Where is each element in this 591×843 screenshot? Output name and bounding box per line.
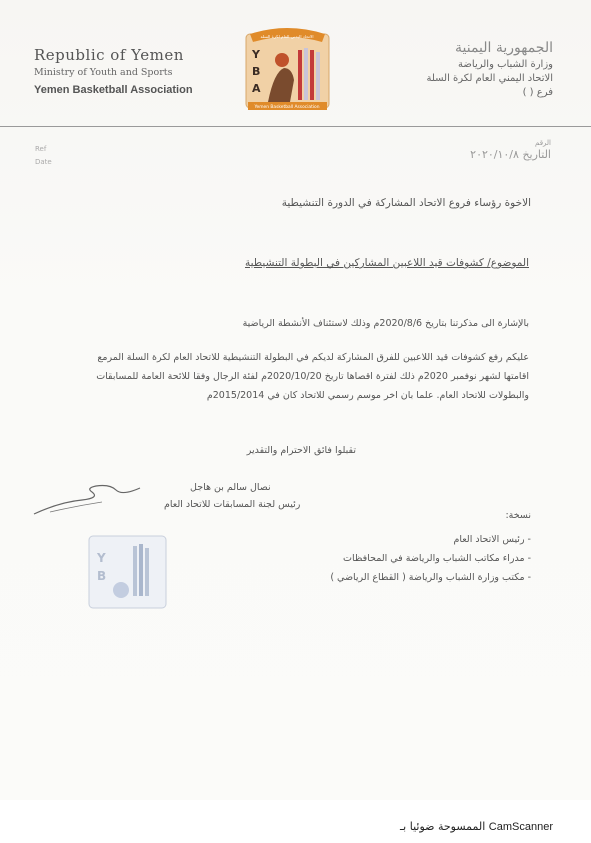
logo-letter-b: B (252, 65, 261, 78)
ministry-title: Ministry of Youth and Sports (34, 67, 173, 78)
ar-ministry-title: وزارة الشباب والرياضة (458, 59, 553, 70)
copy-item: - رئيس الاتحاد العام (453, 534, 531, 545)
header-divider (0, 126, 591, 127)
header-arabic (353, 40, 553, 98)
republic-title: Republic of Yemen (34, 46, 184, 64)
ar-republic-title: الجمهورية اليمنية (454, 40, 553, 56)
closing-line: تقبلوا فائق الاحترام والتقدير (246, 445, 356, 456)
copy-item: - مكتب وزارة الشباب والرياضة ( القطاع الرياضي ) (330, 572, 531, 583)
signatory-name: نصال سالم بن هاجل (190, 482, 271, 493)
ar-number-label: الرقم (535, 139, 551, 147)
ref-date-block (35, 143, 52, 169)
svg-text:B: B (97, 569, 107, 583)
signatory-title: رئيس لجنة المسابقات للاتحاد العام (164, 499, 301, 510)
logo-letter-y: Y (252, 48, 260, 61)
logo-banner-text: الاتحاد اليمني العام لكرة السلة (260, 34, 314, 39)
handwritten-signature (30, 470, 150, 520)
logo-caption: Yemen Basketball Association (254, 105, 320, 110)
svg-text:Y: Y (97, 551, 106, 565)
header-english (34, 46, 214, 96)
official-stamp (85, 532, 170, 612)
ref-label: Ref (35, 145, 47, 153)
paragraph-reference: بالإشارة الى مذكرتنا بتاريخ 2020/8/6م وذلك لاستئناف الأنشطة الرياضية (242, 318, 529, 329)
ar-date-label: التاريخ (522, 148, 551, 161)
logo-letter-a: A (252, 82, 261, 95)
paragraph-instructions: عليكم رفع كشوفات قيد اللاعبين للفرق المشاركة لديكم في البطولة التنشيطية للاتحاد العام لكرة السلة المرمع اقامتها لشهر نوفمبر 2020م ذلك لفترة اقصاها تاريخ 2020/10/20م لفئة الرجال وفقا للائحة العامة للمسابقات والبطولات للاتحاد العام. علما بان اخر موسم رسمي للاتحاد كان في 2015/2014م (96, 352, 529, 401)
date-value: ٢٠٢٠/١٠/٨ (470, 148, 519, 161)
footer-brand: CamScanner (488, 821, 553, 833)
yba-logo (240, 24, 335, 112)
ar-number-date-block (470, 139, 551, 161)
ar-branch: فرع ( ) (522, 87, 553, 98)
copy-item: - مدراء مكاتب الشباب والرياضة في المحافظات (343, 553, 531, 564)
scanner-footer (400, 820, 553, 833)
copies-heading: نسخة: (505, 510, 531, 521)
ar-association-title: الاتحاد اليمني العام لكرة السلة (426, 73, 553, 84)
footer-arabic: الممسوحة ضوئيا بـ (399, 820, 486, 833)
addressee: الاخوة رؤساء فروع الاتحاد المشاركة في الدورة التنشيطية (281, 197, 531, 209)
subject-line: الموضوع/ كشوفات قيد اللاعبين المشاركين في البطولة التنشيطية (245, 257, 529, 269)
date-label: Date (35, 158, 52, 166)
association-title: Yemen Basketball Association (34, 84, 193, 96)
copies-list (231, 530, 531, 587)
